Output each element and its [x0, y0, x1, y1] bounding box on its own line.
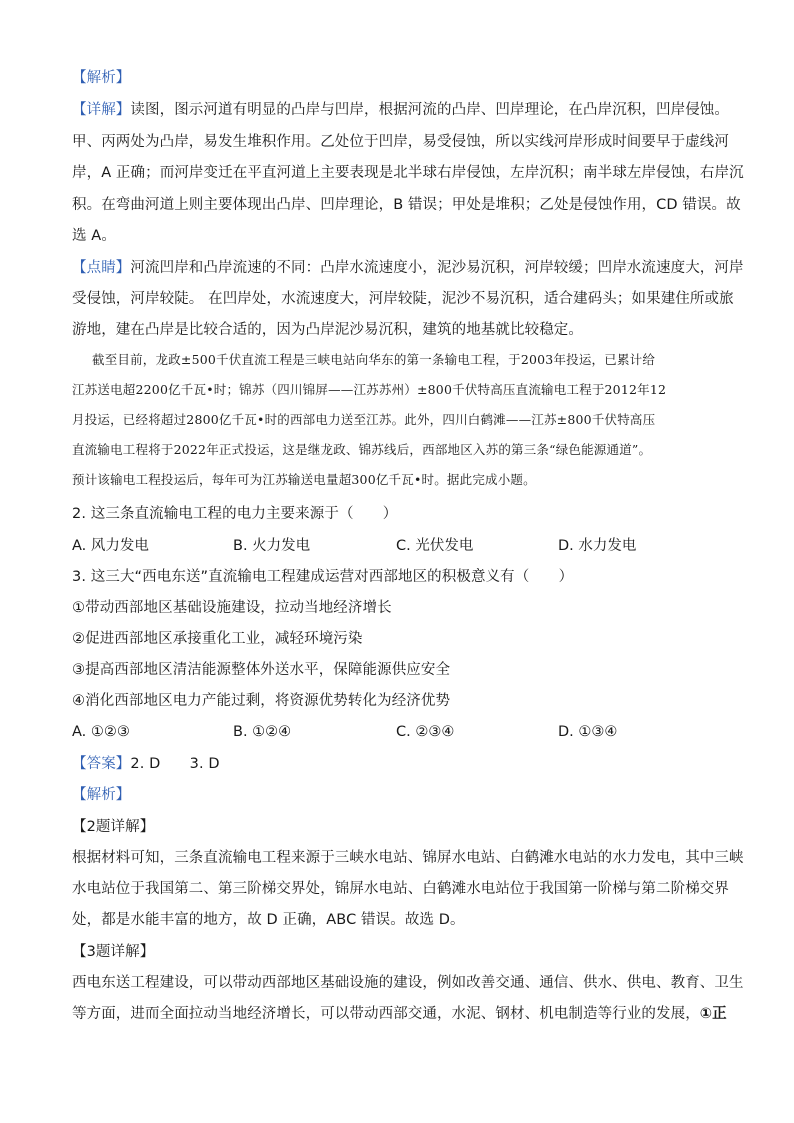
detail-line-4: 积。在弯曲河道上则主要体现出凸岸、凹岸理论，B 错误；甲处是堆积；乙处是侵蚀作用，CD 错误。故: [72, 197, 741, 213]
passage-line-3: 月投运，已经将超过2800亿千瓦•时的西部电力送至江苏。此外，四川白鹤滩——江苏±800千伏特高压: [72, 412, 656, 427]
q3-item-4: ④消化西部地区电力产能过剩，将资源优势转化为经济优势: [72, 693, 451, 709]
q2-detail-line-2: 水电站位于我国第二、第三阶梯交界处，锦屏水电站、白鹤滩水电站位于我国第一阶梯与第二阶梯交界: [72, 881, 729, 897]
detail-line-5: 选 A。: [72, 228, 116, 244]
answer-text: 2. D 3. D: [130, 756, 220, 772]
answer-line: [72, 754, 220, 774]
q2-option-c: C. 光伏发电: [396, 538, 474, 554]
q2-detail-line-1: 根据材料可知，三条直流输电工程来源于三峡水电站、锦屏水电站、白鹤滩水电站的水力发电，其中三峡: [72, 850, 744, 866]
detail-line-3: 岸，A 正确；而河岸变迁在平直河道上主要表现是北半球右岸侵蚀，左岸沉积；南半球左岸侵蚀，右岸沉: [72, 165, 744, 181]
q2-detail-tag: 【2题详解】: [72, 819, 155, 835]
q3-detail-line-2: 等方面，进而全面拉动当地经济增长，可以带动西部交通，水泥、钢材、机电制造等行业的发展，①正: [72, 1006, 727, 1022]
analysis-heading-2: 【解析】: [72, 787, 131, 803]
tip-line-2: 受侵蚀，河岸较陡。 在凹岸处，水流速度大，河岸较陡，泥沙不易沉积，适合建码头；如果建住所或旅: [72, 291, 734, 307]
passage-line-4: 直流输电工程将于2022年正式投运，这是继龙政、锦苏线后，西部地区入苏的第三条“绿色能源通道”。: [72, 442, 652, 457]
tip-line-3: 游地，建在凸岸是比较合适的，因为凸岸泥沙易沉积，建筑的地基就比较稳定。: [72, 322, 583, 338]
q3-detail-tag: 【3题详解】: [72, 944, 155, 960]
q3-option-c: C. ②③④: [396, 724, 455, 740]
q3-item-3: ③提高西部地区清洁能源整体外送水平，保障能源供应安全: [72, 662, 451, 678]
tip-line-1: 【点睛】河流凹岸和凸岸流速的不同：凸岸水流速度小，泥沙易沉积，河岸较缓；凹岸水流速度大，河岸: [72, 260, 744, 276]
passage-line-2: 江苏送电超2200亿千瓦•时；锦苏（四川锦屏——江苏苏州）±800千伏特高压直流输电工程于2012年12: [72, 382, 667, 397]
passage-line-1: 截至目前，龙政±500千伏直流工程是三峡电站向华东的第一条输电工程，于2003年投运，已累计给: [92, 352, 656, 367]
q3-detail-tail: ①正: [699, 1006, 727, 1022]
detail-tag: 【详解】: [72, 102, 131, 118]
q3-option-a: A. ①②③: [72, 724, 130, 740]
q3-option-d: D. ①③④: [558, 724, 618, 740]
q2-option-b: B. 火力发电: [233, 538, 311, 554]
q3-item-2: ②促进西部地区承接重化工业，减轻环境污染: [72, 631, 363, 647]
q2-option-a: A. 风力发电: [72, 538, 149, 554]
analysis-heading: 【解析】: [72, 70, 131, 86]
detail-line-1: 【详解】读图，图示河道有明显的凸岸与凹岸，根据河流的凸岸、凹岸理论，在凸岸沉积，凹岸侵蚀。: [72, 102, 730, 118]
answer-tag: 【答案】: [72, 756, 131, 772]
q3-detail-line-1: 西电东送工程建设，可以带动西部地区基础设施的建设，例如改善交通、通信、供水、供电、教育、卫生: [72, 975, 744, 991]
question-3-stem: 3. 这三大“西电东送”直流输电工程建成运营对西部地区的积极意义有（ ）: [72, 569, 574, 585]
q2-option-d: D. 水力发电: [558, 538, 637, 554]
q2-detail-line-3: 处，都是水能丰富的地方，故 D 正确，ABC 错误。故选 D。: [72, 912, 465, 928]
passage-line-5: 预计该输电工程投运后，每年可为江苏输送电量超300亿千瓦•时。据此完成小题。: [72, 472, 536, 487]
tip-tag: 【点睛】: [72, 260, 131, 276]
q3-item-1: ①带动西部地区基础设施建设，拉动当地经济增长: [72, 600, 392, 616]
detail-line-2: 甲、丙两处为凸岸，易发生堆积作用。乙处位于凹岸，易受侵蚀，所以实线河岸形成时间要早于虚线河: [72, 134, 729, 150]
question-2-stem: 2. 这三条直流输电工程的电力主要来源于（ ）: [72, 506, 398, 522]
q3-option-b: B. ①②④: [233, 724, 292, 740]
